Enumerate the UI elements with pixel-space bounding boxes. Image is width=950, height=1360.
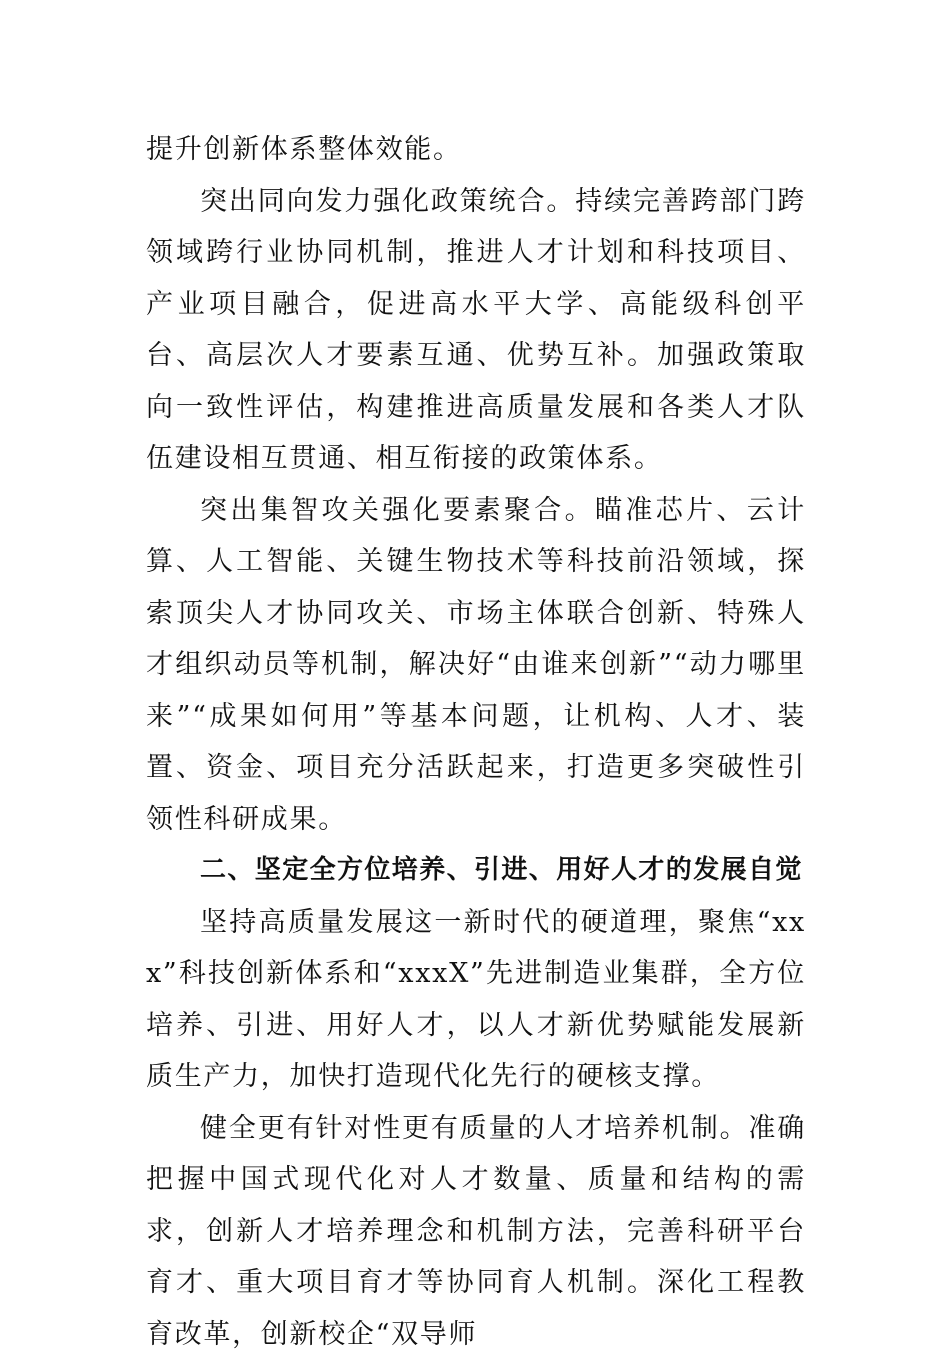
paragraph-talent-cultivation: 健全更有针对性更有质量的人才培养机制。准确把握中国式现代化对人才数量、质量和结构的需求，创新人才培养理念和机制方法，完善科研平台育才、重大项目育才等协同育人机制。深化工程教育改革，创新校企“双导师 (146, 1103, 806, 1360)
paragraph-continuation: 提升创新体系整体效能。 (146, 124, 806, 176)
paragraph-policy-integration: 突出同向发力强化政策统合。持续完善跨部门跨领域跨行业协同机制，推进人才计划和科技项目、产业项目融合，促进高水平大学、高能级科创平台、高层次人才要素互通、优势互补。加强政策取向一致性评估，构建推进高质量发展和各类人才队伍建设相互贯通、相互衔接的政策体系。 (146, 176, 806, 485)
paragraph-factor-aggregation: 突出集智攻关强化要素聚合。瞄准芯片、云计算、人工智能、关键生物技术等科技前沿领域，探索顶尖人才协同攻关、市场主体联合创新、特殊人才组织动员等机制，解决好“由谁来创新”“动力哪里来”“成果如何用”等基本问题，让机构、人才、装置、资金、项目充分活跃起来，打造更多突破性引领性科研成果。 (146, 485, 806, 846)
paragraph-high-quality-development: 坚持高质量发展这一新时代的硬道理，聚焦“xxx”科技创新体系和“xxxX”先进制造业集群，全方位培养、引进、用好人才，以人才新优势赋能发展新质生产力，加快打造现代化先行的硬核支撑。 (146, 897, 806, 1103)
section-heading: 二、坚定全方位培养、引进、用好人才的发展自觉 (146, 845, 806, 897)
document-body (146, 124, 806, 1360)
